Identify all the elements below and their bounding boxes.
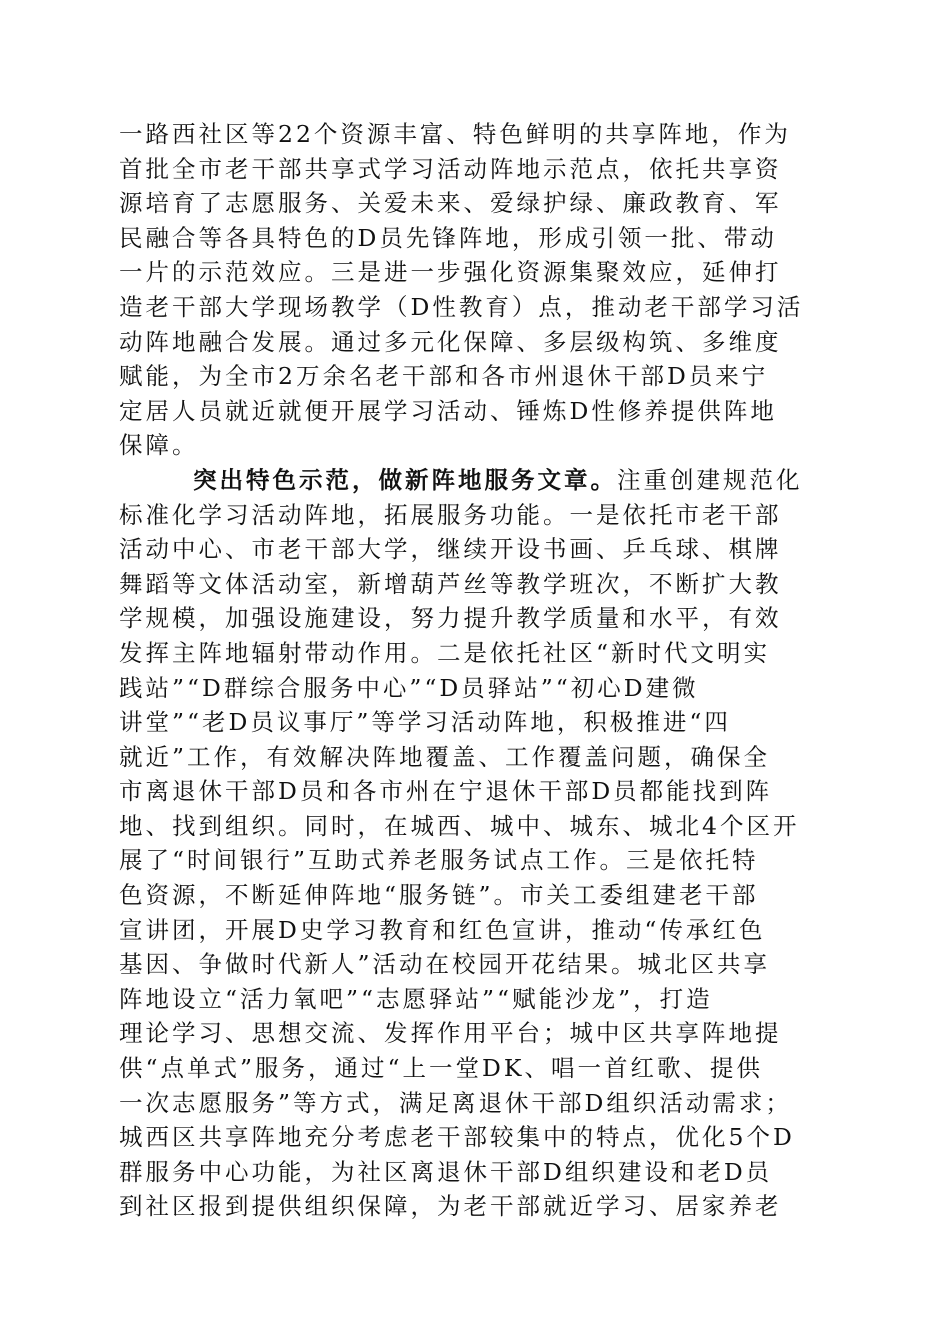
text-line: 定居人员就近就便开展学习活动、锤炼D性修养提供阵地: [119, 396, 777, 425]
paragraph-heading: 突出特色示范，做新阵地服务文章。: [193, 465, 617, 494]
text-line: 到社区报到提供组织保障，为老干部就近学习、居家养老: [119, 1192, 782, 1221]
text-line: 城西区共享阵地充分考虑老干部较集中的特点，优化5个D: [119, 1123, 795, 1152]
body-text: [119, 117, 819, 1224]
text-line: 践站”“D群综合服务中心”“D员驿站”“初心D建微: [119, 673, 699, 702]
text-line: 基因、争做时代新人”活动在校园开花结果。城北区共享: [119, 950, 771, 979]
text-line: 宣讲团，开展D史学习教育和红色宣讲，推动“传承红色: [119, 915, 766, 944]
text-line: 赋能，为全市2万余名老干部和各市州退休干部D员来宁: [119, 362, 769, 391]
text-line: 就近”工作，有效解决阵地覆盖、工作覆盖问题，确保全: [119, 742, 771, 771]
text-line: 造老干部大学现场教学（D性教育）点，推动老干部学习活: [119, 292, 804, 321]
text-line: 标准化学习活动阵地，拓展服务功能。一是依托市老干部: [119, 500, 782, 529]
text-line: 发挥主阵地辐射带动作用。二是依托社区“新时代文明实: [119, 638, 771, 667]
text-line: 动阵地融合发展。通过多元化保障、多层级构筑、多维度: [119, 327, 782, 356]
text-line: 地、找到组织。同时，在城西、城中、城东、城北4个区开: [119, 811, 800, 840]
text-line: 活动中心、市老干部大学，继续开设书画、乒乓球、棋牌: [119, 535, 782, 564]
text-line: 理论学习、思想交流、发挥作用平台；城中区共享阵地提: [119, 1019, 782, 1048]
text-line: 源培育了志愿服务、关爱未来、爱绿护绿、廉政教育、军: [119, 189, 782, 218]
text-line: 展了“时间银行”互助式养老服务试点工作。三是依托特: [119, 846, 759, 875]
text-line: 首批全市老干部共享式学习活动阵地示范点，依托共享资: [119, 154, 782, 183]
text-line: 色资源，不断延伸阵地“服务链”。市关工委组建老干部: [119, 881, 759, 910]
paragraph-1: [119, 117, 819, 463]
paragraph-2: [119, 463, 819, 1224]
text-line: 讲堂”“老D员议事厅”等学习活动阵地，积极推进“四: [119, 708, 731, 737]
text-line: 阵地设立“活力氧吧”“志愿驿站”“赋能沙龙”，打造: [119, 984, 713, 1013]
text-line: 舞蹈等文体活动室，新增葫芦丝等教学班次，不断扩大教: [119, 569, 782, 598]
text-line: 一次志愿服务”等方式，满足离退休干部D组织活动需求；: [119, 1088, 792, 1117]
text-line: 一路西社区等22个资源丰富、特色鲜明的共享阵地，作为: [119, 120, 791, 148]
text-line: 供“点单式”服务，通过“上一堂DK、唱一首红歌、提供: [119, 1054, 763, 1083]
text-line: 一片的示范效应。三是进一步强化资源集聚效应，延伸打: [119, 258, 782, 287]
text-line: 民融合等各具特色的D员先锋阵地，形成引领一批、带动: [119, 223, 777, 252]
text-line: 群服务中心功能，为社区离退休干部D组织建设和老D员: [119, 1157, 773, 1186]
paragraph-lead-text: 注重创建规范化: [617, 465, 803, 494]
text-line: 市离退休干部D员和各市州在宁退休干部D员都能找到阵: [119, 777, 773, 806]
paragraph-first-line: [119, 463, 819, 498]
text-line: 保障。: [119, 431, 199, 460]
text-line: 学规模，加强设施建设，努力提升教学质量和水平，有效: [119, 604, 782, 633]
